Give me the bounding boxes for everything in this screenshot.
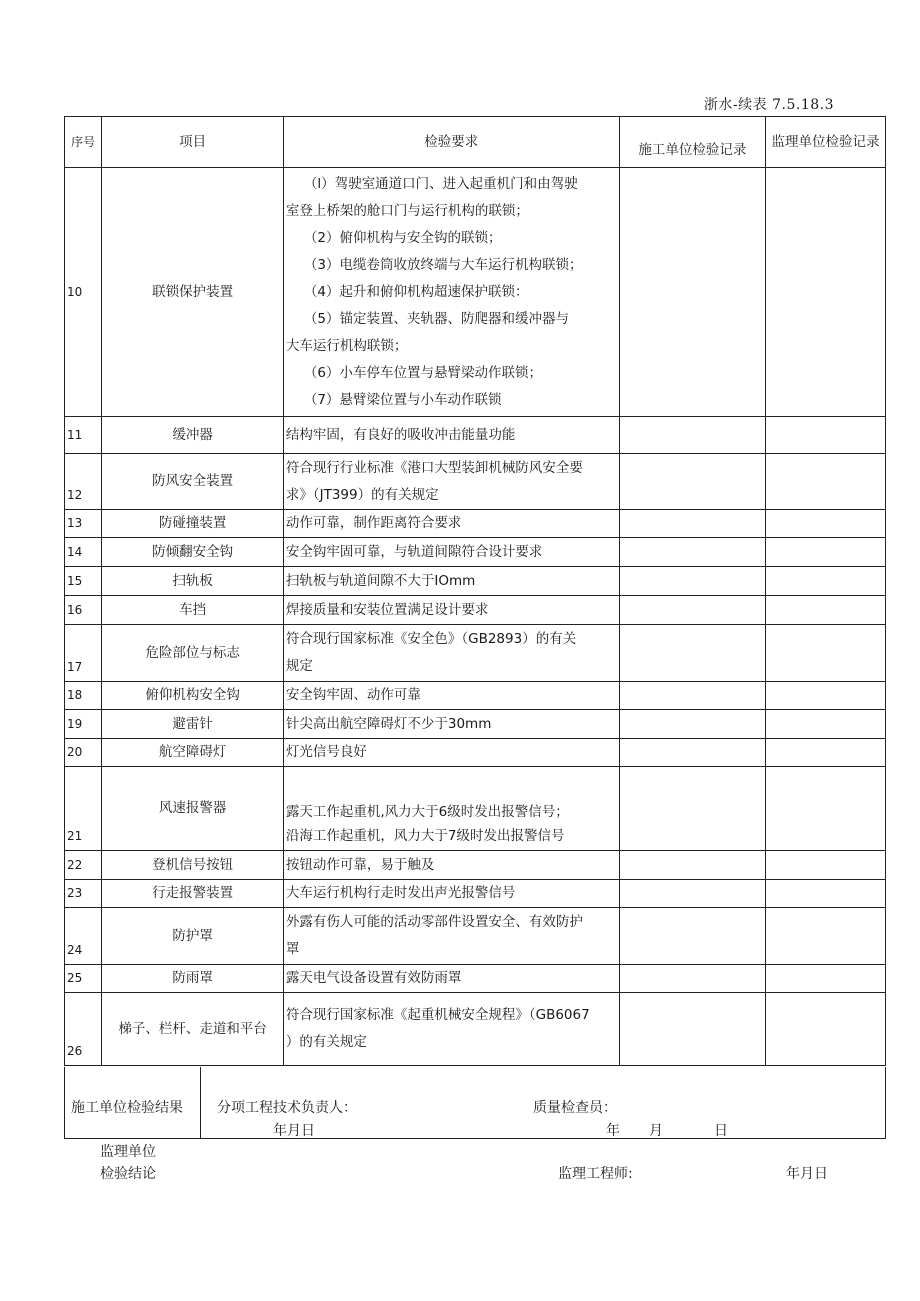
contractor-result-label: 施工单位检验结果: [71, 1100, 183, 1116]
qc-date-day: 日: [714, 1123, 728, 1139]
requirement-line: 动作可靠，制作距离符合要求: [285, 515, 462, 531]
row-number: 21: [65, 767, 102, 851]
supervisor-record-cell[interactable]: [765, 880, 885, 908]
row-item: 航空障碍灯: [102, 739, 284, 767]
section-divider: [200, 1067, 201, 1138]
row-requirement: [283, 993, 619, 1066]
table-row: [65, 417, 886, 454]
row-item: 联锁保护装置: [102, 168, 284, 417]
contractor-record-cell[interactable]: [619, 993, 765, 1066]
table-row: [65, 682, 886, 710]
contractor-record-cell[interactable]: [619, 168, 765, 417]
supervisor-record-cell[interactable]: [765, 851, 885, 880]
row-item: 风速报警器: [102, 767, 284, 851]
supervising-engineer-label: 监理工程师:: [558, 1166, 633, 1182]
row-number: 19: [65, 710, 102, 739]
row-number: 17: [65, 625, 102, 682]
contractor-record-cell[interactable]: [619, 596, 765, 625]
qc-inspector-label: 质量检查员：: [533, 1100, 617, 1116]
header-requirement: 检验要求: [283, 117, 619, 168]
table-row: [65, 739, 886, 767]
requirement-line: 扫轨板与轨道间隙不大于IOmm: [285, 572, 476, 589]
table-row: [65, 625, 886, 682]
row-number: 14: [65, 538, 102, 567]
table-header-row: [65, 117, 886, 168]
header-supervisor-record: 监理单位检验记录: [765, 117, 885, 168]
table-row: [65, 538, 886, 567]
row-number: 11: [65, 417, 102, 454]
table-row: [65, 908, 886, 965]
requirement-line: 结构牢固，有良好的吸收冲击能量功能: [285, 426, 516, 443]
requirement-line: 沿海工作起重机，风力大于7级时发出报警信号: [285, 828, 565, 844]
form-code: 浙水-续表 7.5.18.3: [703, 97, 834, 113]
contractor-record-cell[interactable]: [619, 625, 765, 682]
requirement-line: 焊接质量和安装位置满足设计要求: [285, 601, 489, 618]
supervisor-record-cell[interactable]: [765, 739, 885, 767]
row-requirement: [283, 625, 619, 682]
supervisor-record-cell[interactable]: [765, 538, 885, 567]
row-requirement: [283, 510, 619, 538]
contractor-record-cell[interactable]: [619, 567, 765, 596]
row-item: 危险部位与标志: [102, 625, 284, 682]
row-requirement: [283, 682, 619, 710]
row-item: 缓冲器: [102, 417, 284, 454]
contractor-record-cell[interactable]: [619, 767, 765, 851]
row-requirement: [283, 596, 619, 625]
header-item: 项目: [102, 117, 284, 168]
row-number: 10: [65, 168, 102, 417]
row-requirement: [283, 710, 619, 739]
row-item: 防风安全装置: [102, 454, 284, 510]
supervisor-record-cell[interactable]: [765, 510, 885, 538]
requirement-line: 符合现行国家标准《起重机械安全规程》（GB6067: [285, 1007, 590, 1023]
row-item: 防倾翻安全钩: [102, 538, 284, 567]
requirement-line: 求》（JT399）的有关规定: [285, 486, 439, 503]
requirement-line: 大车运行机构联锁；: [285, 337, 408, 354]
row-requirement: [283, 454, 619, 510]
row-item: 梯子、栏杆、走道和平台: [102, 993, 284, 1066]
requirement-line: 罩: [285, 941, 300, 957]
row-item: 俯仰机构安全钩: [102, 682, 284, 710]
table-row: [65, 710, 886, 739]
row-number: 16: [65, 596, 102, 625]
supervisor-label-line2: 检验结论: [100, 1166, 156, 1182]
requirement-line: 露天工作起重机,风力大于6级时发出报警信号；: [285, 804, 569, 820]
row-item: 扫轨板: [102, 567, 284, 596]
contractor-record-cell[interactable]: [619, 538, 765, 567]
row-number: 23: [65, 880, 102, 908]
table-row: [65, 767, 886, 851]
contractor-record-cell[interactable]: [619, 908, 765, 965]
contractor-record-cell[interactable]: [619, 454, 765, 510]
row-item: 登机信号按钮: [102, 851, 284, 880]
requirement-line: 灯光信号良好: [285, 744, 367, 760]
table-row: [65, 851, 886, 880]
table-row: [65, 454, 886, 510]
row-requirement: [283, 908, 619, 965]
row-number: 22: [65, 851, 102, 880]
contractor-record-cell[interactable]: [619, 880, 765, 908]
supervisor-conclusion-label: [100, 1141, 156, 1185]
requirement-line: ）的有关规定: [285, 1034, 367, 1050]
row-number: 12: [65, 454, 102, 510]
contractor-record-cell[interactable]: [619, 851, 765, 880]
row-requirement: [283, 168, 619, 417]
row-item: 车挡: [102, 596, 284, 625]
requirement-line: （4）起升和俯仰机构超速保护联锁：: [303, 283, 529, 300]
supervisor-record-cell[interactable]: [765, 596, 885, 625]
row-number: 24: [65, 908, 102, 965]
requirement-line: （6）小车停车位置与悬臂梁动作联锁；: [303, 364, 542, 381]
requirement-line: （5）锚定装置、夹轨器、防爬器和缓冲器与: [303, 310, 569, 327]
row-number: 25: [65, 965, 102, 993]
row-requirement: [283, 965, 619, 993]
table-row: [65, 880, 886, 908]
contractor-record-cell[interactable]: [619, 965, 765, 993]
row-requirement: [283, 538, 619, 567]
row-item: 防护罩: [102, 908, 284, 965]
tech-lead-date: 年月日: [273, 1123, 315, 1139]
supervisor-record-cell[interactable]: [765, 168, 885, 417]
supervisor-record-cell[interactable]: [765, 767, 885, 851]
inspection-table: [64, 116, 886, 1066]
contractor-record-cell[interactable]: [619, 710, 765, 739]
row-number: 20: [65, 739, 102, 767]
row-item: 行走报警装置: [102, 880, 284, 908]
requirement-line: 室登上桥架的舱口门与运行机构的联锁；: [285, 202, 529, 219]
row-number: 15: [65, 567, 102, 596]
requirement-line: 符合现行行业标准《港口大型装卸机械防风安全要: [285, 459, 583, 476]
row-requirement: [283, 417, 619, 454]
row-requirement: [283, 880, 619, 908]
table-row: [65, 510, 886, 538]
requirement-line: 符合现行国家标准《安全色》（GB2893）的有关: [285, 631, 577, 647]
supervisor-record-cell[interactable]: [765, 567, 885, 596]
requirement-line: 外露有伤人可能的活动零部件设置安全、有效防护: [285, 914, 583, 930]
contractor-record-cell[interactable]: [619, 682, 765, 710]
supervisor-record-cell[interactable]: [765, 454, 885, 510]
supervisor-record-cell[interactable]: [765, 993, 885, 1066]
table-row: [65, 965, 886, 993]
supervisor-record-cell[interactable]: [765, 965, 885, 993]
qc-date-year: 年: [606, 1123, 620, 1139]
contractor-record-cell[interactable]: [619, 739, 765, 767]
supervisor-date: 年月日: [786, 1166, 828, 1182]
header-contractor-record: 施工单位检验记录: [619, 117, 765, 168]
requirement-line: 规定: [285, 658, 313, 674]
contractor-record-cell[interactable]: [619, 510, 765, 538]
requirement-line: 安全钩牢固可靠，与轨道间隙符合设计要求: [285, 543, 543, 560]
row-requirement: [283, 739, 619, 767]
header-no: 序号: [65, 117, 102, 168]
qc-date-month: 月: [649, 1123, 663, 1139]
row-requirement: [283, 567, 619, 596]
supervisor-record-cell[interactable]: [765, 625, 885, 682]
requirement-line: 大车运行机构行走时发出声光报警信号: [285, 885, 516, 901]
row-item: 防雨罩: [102, 965, 284, 993]
supervisor-record-cell[interactable]: [765, 682, 885, 710]
row-requirement: [283, 851, 619, 880]
row-number: 26: [65, 993, 102, 1066]
contractor-result-section: [64, 1067, 886, 1139]
tech-lead-label: 分项工程技术负责人：: [217, 1100, 357, 1116]
row-number: 18: [65, 682, 102, 710]
requirement-line: （3）电缆卷筒收放终端与大车运行机构联锁；: [303, 256, 583, 273]
row-number: 13: [65, 510, 102, 538]
contractor-record-cell[interactable]: [619, 417, 765, 454]
requirement-line: 按钮动作可靠，易于触及: [285, 856, 435, 873]
row-requirement: [283, 767, 619, 851]
requirement-line: 安全钩牢固、动作可靠: [285, 687, 421, 703]
table-row: [65, 993, 886, 1066]
table-row: [65, 168, 886, 417]
supervisor-record-cell[interactable]: [765, 710, 885, 739]
requirement-line: 针尖高出航空障碍灯不少于30mm: [285, 715, 492, 732]
requirement-line: 露天电气设备设置有效防雨罩: [285, 970, 462, 986]
supervisor-label-line1: 监理单位: [100, 1144, 156, 1160]
supervisor-record-cell[interactable]: [765, 908, 885, 965]
table-row: [65, 596, 886, 625]
supervisor-record-cell[interactable]: [765, 417, 885, 454]
table-row: [65, 567, 886, 596]
requirement-line: （2）俯仰机构与安全钩的联锁；: [303, 229, 502, 246]
requirement-line: （l）驾驶室通道口门、进入起重机门和由驾驶: [303, 175, 578, 192]
row-item: 防碰撞装置: [102, 510, 284, 538]
requirement-line: （7）悬臂梁位置与小车动作联锁: [303, 391, 502, 408]
row-item: 避雷针: [102, 710, 284, 739]
